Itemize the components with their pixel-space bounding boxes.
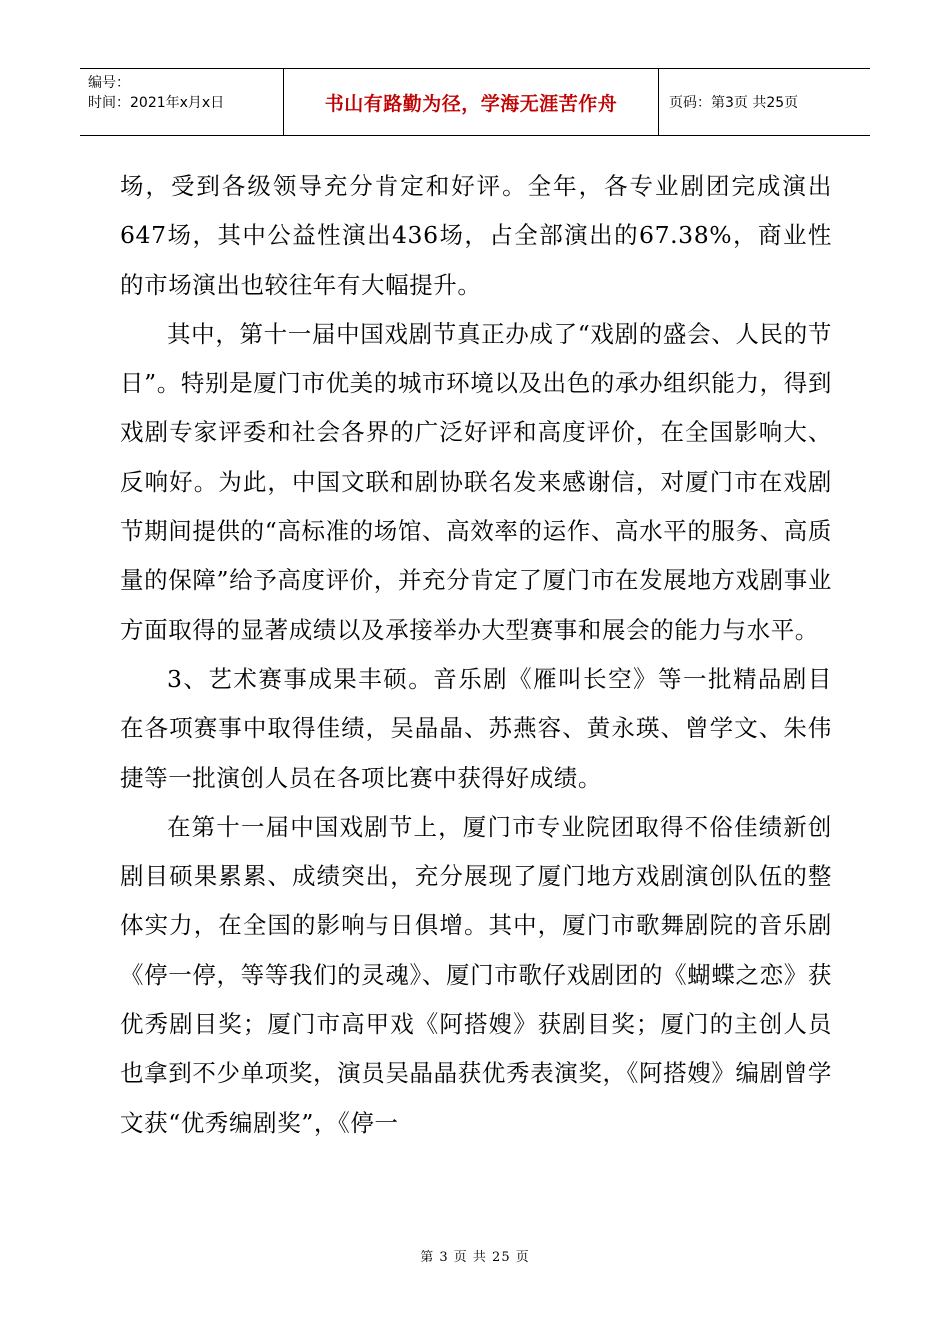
paragraph: 在第十一届中国戏剧节上，厦门市专业院团取得不俗佳绩新创剧目硕果累累、成绩突出，充分展现了厦门地方戏剧演创队伍的整体实力，在全国的影响与日俱增。其中，厦门市歌舞剧院的音乐剧《停一停，等等我们的灵魂》、厦门市歌仔戏剧团的《蝴蝶之恋》获优秀剧目奖；厦门市高甲戏《阿搭嫂》获剧目奖；厦门的主创人员也拿到不少单项奖，演员吴晶晶获优秀表演奖，《阿搭嫂》编剧曾学文获“优秀编剧奖”，《停一 [120, 812, 832, 1137]
document-body [120, 162, 832, 1148]
paragraph: 3、艺术赛事成果丰硕。音乐剧《雁叫长空》等一批精品剧目在各项赛事中取得佳绩，吴晶晶、苏燕容、黄永瑛、曾学文、朱伟捷等一批演创人员在各项比赛中获得好成绩。 [120, 664, 832, 792]
page-footer: 第 3 页 共 25 页 [420, 1250, 530, 1265]
paragraph-continued: 场，受到各级领导充分肯定和好评。全年，各专业剧团完成演出647场，其中公益性演出436场，占全部演出的67.38%，商业性的市场演出也较往年有大幅提升。 [120, 172, 832, 299]
header-motto: 书山有路勤为径，学海无涯苦作舟 [283, 69, 659, 135]
document-number-label: 编号： [88, 75, 130, 91]
header-page-info: 页码：第3页 共25页 [669, 95, 799, 111]
page-header [80, 68, 870, 136]
document-time-label: 时间：2021年x月x日 [88, 95, 225, 111]
paragraph: 其中，第十一届中国戏剧节真正办成了“戏剧的盛会、人民的节日”。特别是厦门市优美的城市环境以及出色的承办组织能力，得到戏剧专家评委和社会各界的广泛好评和高度评价，在全国影响大、反响好。为此，中国文联和剧协联名发来感谢信，对厦门市在戏剧节期间提供的“高标准的场馆、高效率的运作、高水平的服务、高质量的保障”给予高度评价，并充分肯定了厦门市在发展地方戏剧事业方面取得的显著成绩以及承接举办大型赛事和展会的能力与水平。 [120, 319, 832, 644]
header-meta [80, 69, 283, 135]
